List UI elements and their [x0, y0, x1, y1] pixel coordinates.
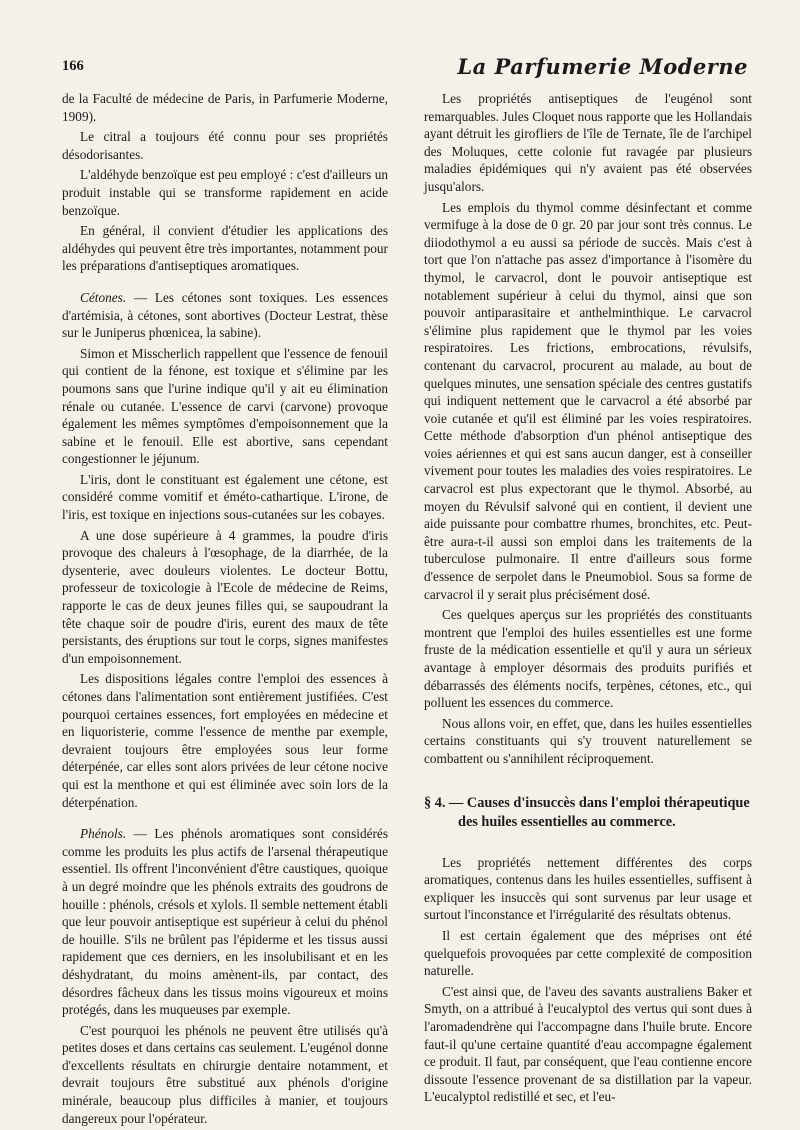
section-number: § 4. — — [424, 794, 464, 811]
paragraph: Ces quelques aperçus sur les propriétés des constituants montrent que l'emploi des huiles essentielles est une forme fruste de la médication essentielle et qu'il y aura un sérieux avantage à employer désormais des produits purifiés et débarrassés des éléments nocifs, terpènes, cétones, etc., qui polluent les essences du commerce. — [424, 607, 752, 711]
paragraph-phenols — [62, 825, 388, 1019]
section-lead-cetones: Cétones. — [80, 289, 127, 305]
section-heading-line1: Causes d'insuccès dans l'emploi thérapeutique — [463, 794, 750, 811]
section-heading — [424, 794, 752, 832]
paragraph-text: — Les cétones sont toxiques. Les essences d'artémisia, à cétones, sont abortives (Docteur Lestrat, thèse sur le Juniperus phœnicea, la sabine). — [62, 289, 388, 341]
paragraph-text: — Les phénols aromatiques sont considérés comme les produits les plus actifs de l'arsenal thérapeutique essentiel. Ils offrent l'inconvénient d'être caustiques, quoique à un degré moindre que les phénols extraits des goudrons de houille : phénols, crésols et xylols. Il semble nettement établi que leur pouvoir antiseptique est supérieur à celui du phénol de houille. S'ils ne brûlent pas l'épiderme et les tissus aussi rapidement que ces derniers, en les insolubilisant et en les déshydratant, du moins amènent-ils, par contact, des désordres fâcheux dans les tissus moins vigoureux et moins protégés, dans les muqueuses par exemple. — [62, 826, 388, 1018]
paragraph: En général, il convient d'étudier les applications des aldéhydes qui peuvent être très importantes, notamment pour les préparations d'antiseptiques aromatiques. — [62, 223, 388, 274]
paragraph: Simon et Misscherlich rappellent que l'essence de fenouil qui contient de la fénone, est toxique et s'élimine par les poumons sans que l'urine indique qu'il y ait eu élimination rénale ou cutanée. L'essence de carvi (carvone) provoque également les mêmes symptômes d'empoisonnement que la sabine et le fenouil. Elle est abortive, sans cependant congestionner le jéjunum. — [62, 345, 388, 467]
paragraph: Les propriétés antiseptiques de l'eugénol sont remarquables. Jules Cloquet nous rapporte que les Hollandais ayant détruit les girofliers de l'île de Ternate, île de l'archipel des Moluques, cette colonie fut ravagée par plusieurs maladies épidémiques qui n'y avaient pas été observées jusqu'alors. — [424, 91, 752, 194]
section-heading-line2: des huiles essentielles au commerce. — [458, 813, 676, 830]
paragraph: L'iris, dont le constituant est également une cétone, est considéré comme vomitif et éméto-cathartique. L'irone, de l'iris, est toxique en injections sous-cutanées sur les cobayes. — [62, 471, 388, 523]
page-number: 166 — [62, 58, 84, 74]
paragraph: L'aldéhyde benzoïque est peu employé : c'est d'ailleurs un produit instable qui se transforme rapidement en acide benzoïque. — [62, 167, 388, 218]
paragraph-cetones — [62, 289, 388, 342]
paragraph: C'est ainsi que, de l'aveu des savants australiens Baker et Smyth, on a attribué à l'eucalyptol des vertus qui sont dues à l'aromadendrène qui l'accompagne dans l'huile brute. Encore faut-il qu'une certaine quantité d'eau accompagne également ce produit. Il faut, par conséquent, que l'eau contienne encore dissoute l'essence provenant de sa distillation par la vapeur. L'eucalyptol redistillé et sec, et l'eu- — [424, 983, 752, 1105]
page-header — [62, 54, 748, 84]
section-lead-phenols: Phénols. — [80, 826, 127, 842]
paragraph: Nous allons voir, en effet, que, dans les huiles essentielles certains constituants qui s'y trouvent naturellement se combattent ou s'annihilent réciproquement. — [424, 715, 752, 766]
running-title: La Parfumerie Moderne — [457, 54, 748, 79]
paragraph: C'est pourquoi les phénols ne peuvent être utilisés qu'à petites doses et dans certains cas seulement. L'eugénol donne d'excellents résultats en chirurgie dentaire notamment, et devrait toujours être substitué aux phénols d'origine minérale, beaucoup plus difficiles à manier, et toujours dangereux pour l'opérateur. — [62, 1022, 388, 1126]
paragraph: Les emplois du thymol comme désinfectant et comme vermifuge à la dose de 0 gr. 20 par jour sont très connus. Le diiodothymol a eu aussi sa période de succès. Mais c'est à tort que l'on n'attache pas assez d'importance à l'isomère du thymol, le carvacrol, dont le pouvoir antiseptique est notablement supérieur à celui du thymol, ainsi que son pouvoir antiparasitaire et anthelminthique. Le carvacrol s'élimine plus rapidement que le thymol par les voies respiratoires. Les frictions, embrocations, révulsifs, contenant du carvacrol, procurent au malade, au bout de quelques minutes, une sensation spéciale des centres gustatifs qui indiquent nettement que le carvacrol a été absorbé par voie cutanée et qu'il est éliminé par les voies respiratoires. Cette méthode d'absorption d'un phénol antiseptique des voies aériennes et qui est sans aucun danger, est à conseiller vivement pour toutes les maladies des voies respiratoires. Le carvacrol est plus expectorant que le thymol. Absorbé, au moyen du Révulsif salvoné qui en contient, il devient une aide puissante pour combattre rhumes, bronchites, etc. Peut-être aura-t-il aussi son emploi dans les traitements de la tuberculose pulmonaire. Il entre d'ailleurs sous forme d'essence de serpolet dans le Pneumobiol. Sous sa forme de carvacrol il y serait plus précisément dosé. — [424, 199, 752, 602]
paragraph: A une dose supérieure à 4 grammes, la poudre d'iris provoque des chaleurs à l'œsophage, de la diarrhée, de la dysenterie, avec douleurs violentes. Le docteur Bottu, professeur de toxicologie à l'Ecole de médecine de Reims, rapporte le cas de deux jeunes filles qui, se saupoudrant la tête chaque soir de poudre d'iris, eurent des maux de tête persistants, des éruptions sur tout le corps, signes manifestes d'un empoisonnement. — [62, 527, 388, 666]
right-column — [424, 90, 752, 1109]
paragraph: de la Faculté de médecine de Paris, in Parfumerie Moderne, 1909). — [62, 91, 388, 124]
paragraph: Il est certain également que des méprises ont été quelquefois provoquées par cette complexité de composition naturelle. — [424, 927, 752, 979]
paragraph: Les propriétés nettement différentes des corps aromatiques, contenus dans les huiles essentielles, suffisent à expliquer les insuccès qui sont survenus par leur usage et surtout l'inconstance et l'irrégularité des résultats obtenus. — [424, 854, 752, 923]
left-column — [62, 90, 388, 1130]
paragraph: Les dispositions légales contre l'emploi des essences à cétones dans l'alimentation sont entièrement justifiées. C'est pourquoi certaines essences, fort employées en médecine et en liquoristerie, comme l'essence de menthe par exemple, devraient toujours être employées sous leur forme déterpénée, car elles sont alors privées de leur cétone nocive qui est la menthone et qui est éliminée avec soin lors de la déterpénation. — [62, 671, 388, 810]
paragraph: Le citral a toujours été connu pour ses propriétés désodorisantes. — [62, 129, 388, 162]
